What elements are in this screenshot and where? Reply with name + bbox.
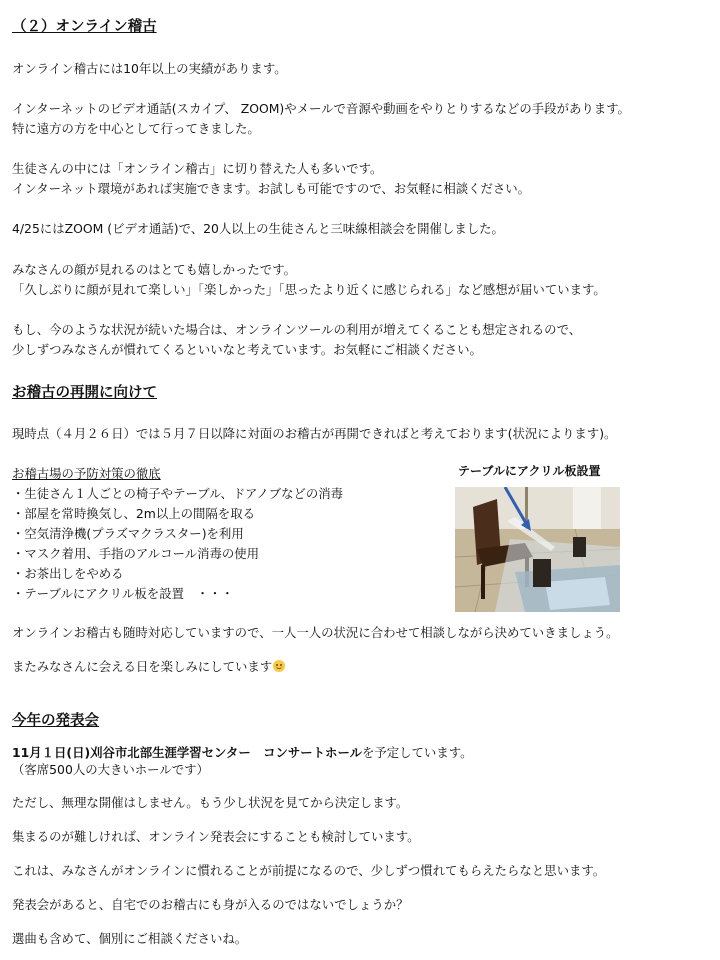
- recital-paragraph-3: これは、みなさんがオンラインに慣れることが前提になるので、少しずつ慣れてもらえたらなと思います。: [12, 863, 606, 878]
- resume-intro: 現時点（４月２６日）では５月７日以降に対面のお稽古が再開できればと考えております(状況によります)。: [12, 426, 617, 441]
- recital-paragraph-5: 選曲も含めて、個別にご相談くださいね。: [12, 931, 248, 946]
- online-paragraph-3-line-1: 生徒さんの中には「オンライン稽古」に切り替えた人も多いです。: [12, 161, 383, 176]
- online-paragraph-2-line-2: 特に遠方の方を中心として行ってきました。: [12, 121, 260, 136]
- resume-lesson-heading: お稽古の再開に向けて: [12, 385, 157, 401]
- measure-item: ・空気清浄機(プラズマクラスター)を利用: [12, 526, 244, 541]
- closing-text: またみなさんに会える日を楽しみにしています: [12, 659, 273, 674]
- recital-paragraph-4: 発表会があると、自宅でのお稽古にも身が入るのではないでしょうか？: [12, 897, 409, 912]
- acrylic-partition-photo: [455, 487, 620, 612]
- measure-item: ・部屋を常時換気し、2m以上の間隔を取る: [12, 506, 255, 521]
- online-paragraph-5-line-2: 「久しぶりに顔が見れて楽しい」「楽しかった」「思ったより近くに感じられる」など感想が届いています。: [12, 282, 606, 297]
- online-paragraph-1: オンライン稽古には10年以上の実績があります。: [12, 61, 287, 76]
- recital-heading: 今年の発表会: [12, 713, 99, 729]
- online-paragraph-5-line-1: みなさんの顔が見れるのはとても嬉しかったです。: [12, 262, 296, 277]
- measure-item: ・生徒さん１人ごとの椅子やテーブル、ドアノブなどの消毒: [12, 486, 344, 501]
- measures-title: お稽古場の予防対策の徹底: [12, 466, 161, 481]
- measure-item: ・マスク着用、手指のアルコール消毒の使用: [12, 546, 260, 561]
- online-paragraph-4: 4/25にはZOOM (ビデオ通話)で、20人以上の生徒さんと三味線相談会を開催しました。: [12, 221, 504, 236]
- smiling-face-icon: [273, 660, 285, 672]
- closing-line: [12, 657, 285, 676]
- recital-event-note: （客席500人の大きいホールです）: [12, 762, 209, 777]
- online-paragraph-3-line-2: インターネット環境があれば実施できます。お試しも可能ですので、お気軽に相談ください。: [12, 181, 531, 196]
- recital-paragraph-1: ただし、無理な開催はしません。もう少し状況を見てから決定します。: [12, 795, 409, 810]
- online-paragraph-6-line-1: もし、今のような状況が続いた場合は、オンラインツールの利用が増えてくることも想定されるので、: [12, 322, 582, 337]
- measure-item: ・テーブルにアクリル板を設置 ・・・: [12, 586, 234, 601]
- measure-item: ・お茶出しをやめる: [12, 566, 124, 581]
- recital-event-suffix: を予定しています。: [361, 745, 473, 760]
- online-paragraph-6-line-2: 少しずつみなさんが慣れてくるといいなと考えています。お気軽にご相談ください。: [12, 342, 482, 357]
- recital-event-venue: 11月１日(日)刈谷市北部生涯学習センター コンサートホール: [12, 745, 362, 760]
- recital-paragraph-2: 集まるのが難しければ、オンライン発表会にすることも検討しています。: [12, 829, 420, 844]
- online-paragraph-2-line-1: インターネットのビデオ通話(スカイプ、 ZOOM)やメールで音源や動画をやりとりするなどの手段があります。: [12, 101, 630, 116]
- online-lesson-heading: （２）オンライン稽古: [12, 19, 157, 35]
- online-support-note: オンラインお稽古も随時対応していますので、一人一人の状況に合わせて相談しながら決めていきましょう。: [12, 625, 619, 640]
- photo-caption: テーブルにアクリル板設置: [458, 464, 601, 478]
